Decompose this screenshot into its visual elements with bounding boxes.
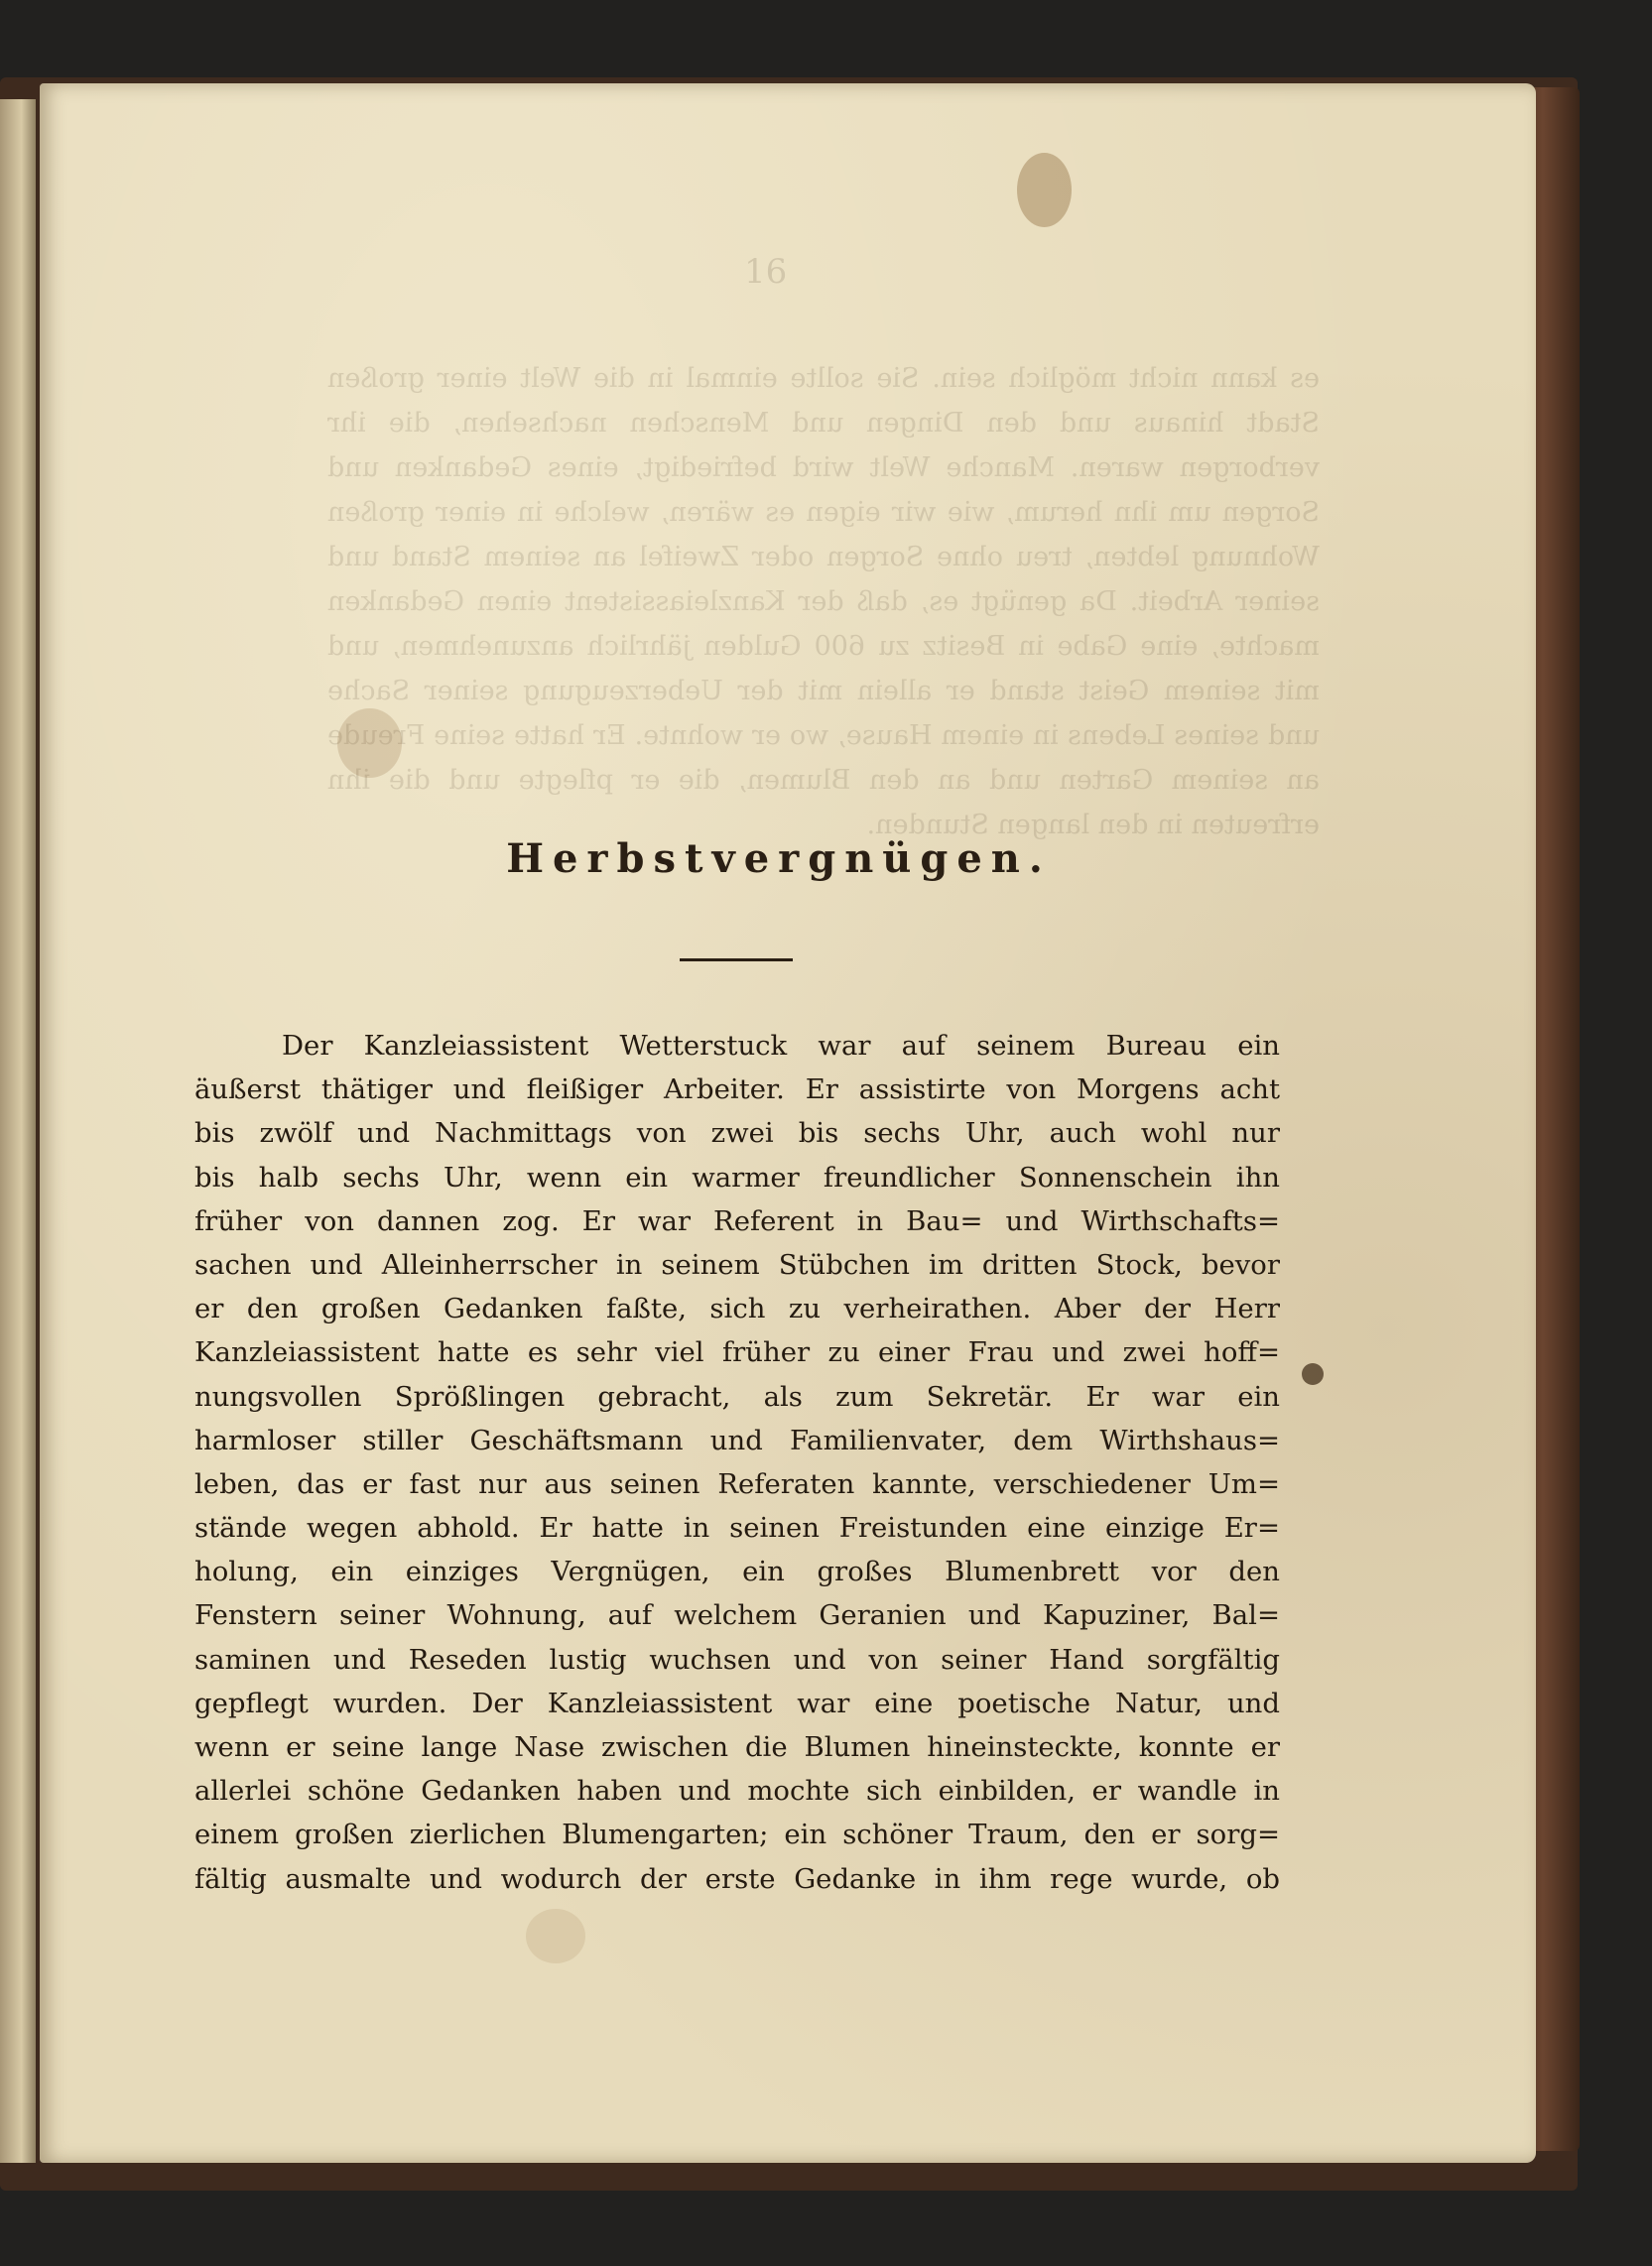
text-line: saminen und Reseden lustig wuchsen und von seiner Hand sorgfältig (194, 1643, 1280, 1676)
bleed-through-page-number: 16 (744, 252, 788, 292)
text-line: Der Kanzleiassistent Wetterstuck war auf seinem Bureau ein (282, 1030, 1280, 1062)
text-line: äußerst thätiger und fleißiger Arbeiter. Er assistirte von Morgens acht (194, 1073, 1280, 1106)
stain (337, 708, 402, 778)
text-line: bis zwölf und Nachmittags von zwei bis sechs Uhr, auch wohl nur (194, 1117, 1280, 1150)
text-line: gepflegt wurden. Der Kanzleiassistent war eine poetische Natur, und (194, 1687, 1280, 1719)
text-line: er den großen Gedanken faßte, sich zu verheirathen. Aber der Herr (194, 1293, 1280, 1325)
text-line: einem großen zierlichen Blumengarten; ein schöner Traum, den er sorg= (194, 1819, 1280, 1851)
stain (1017, 153, 1072, 227)
text-line: früher von dannen zog. Er war Referent in Bau= und Wirthschafts= (194, 1204, 1280, 1237)
text-line: bis halb sechs Uhr, wenn ein warmer freundlicher Sonnenschein ihn (194, 1161, 1280, 1194)
text-line: stände wegen abhold. Er hatte in seinen Freistunden eine einzige Er= (194, 1512, 1280, 1545)
text-line: allerlei schöne Gedanken haben und mochte sich einbilden, er wandle in (194, 1775, 1280, 1808)
facing-page-edge (0, 99, 36, 2163)
text-line: fältig ausmalte und wodurch der erste Gedanke in ihm rege wurde, ob (194, 1862, 1280, 1895)
text-line: sachen und Alleinherrscher in seinem Stübchen im dritten Stock, bevor (194, 1248, 1280, 1281)
text-line: holung, ein einziges Vergnügen, ein großes Blumenbrett vor den (194, 1556, 1280, 1588)
text-line: harmloser stiller Geschäftsmann und Familienvater, dem Wirthshaus= (194, 1424, 1280, 1456)
bleed-through-text: es kann nicht möglich sein. Sie sollte einmal in die Welt einer großen Stadt hinaus und den Dingen und Menschen nachsehen, die ihr verborgen waren. Manche Welt wird befriedigt, eines Gedanken und Sorgen um ihn herum, wie wir eigen es wären, welche in einer großen Wohnung lebten, treu ohne Sorgen oder Zweifel an seinem Stand und seiner Arbeit. Da genügt es, daß der Kanzleiassistent einen Gedanken machte, eine Gabe in Besitz zu 600 Gulden jährlich anzunehmen, und mit seinem Geist stand er allein mit der Ueberzeugung seiner Sache und seines Lebens in einem Hause, wo er wohnte. Er hatte seine Freude an seinem Garten und an den Blumen, die er pflegte und die ihn erfreuten in den langen Stunden. (327, 363, 1320, 840)
text-line: nungsvollen Sprößlingen gebracht, als zum Sekretär. Er war ein (194, 1380, 1280, 1413)
text-line: wenn er seine lange Nase zwischen die Blumen hineinsteckte, konnte er (194, 1731, 1280, 1763)
chapter-title: Herbstvergnügen. (506, 835, 1052, 882)
text-line: leben, das er fast nur aus seinen Referaten kannte, verschiedener Um= (194, 1467, 1280, 1500)
stain (526, 1909, 585, 1963)
text-line: Fenstern seiner Wohnung, auf welchem Geranien und Kapuziner, Bal= (194, 1599, 1280, 1632)
title-divider (680, 958, 793, 961)
stain (1302, 1363, 1324, 1385)
chapter-body (194, 1024, 1280, 1901)
text-line: Kanzleiassistent hatte es sehr viel früher zu einer Frau und zwei hoff= (194, 1336, 1280, 1369)
